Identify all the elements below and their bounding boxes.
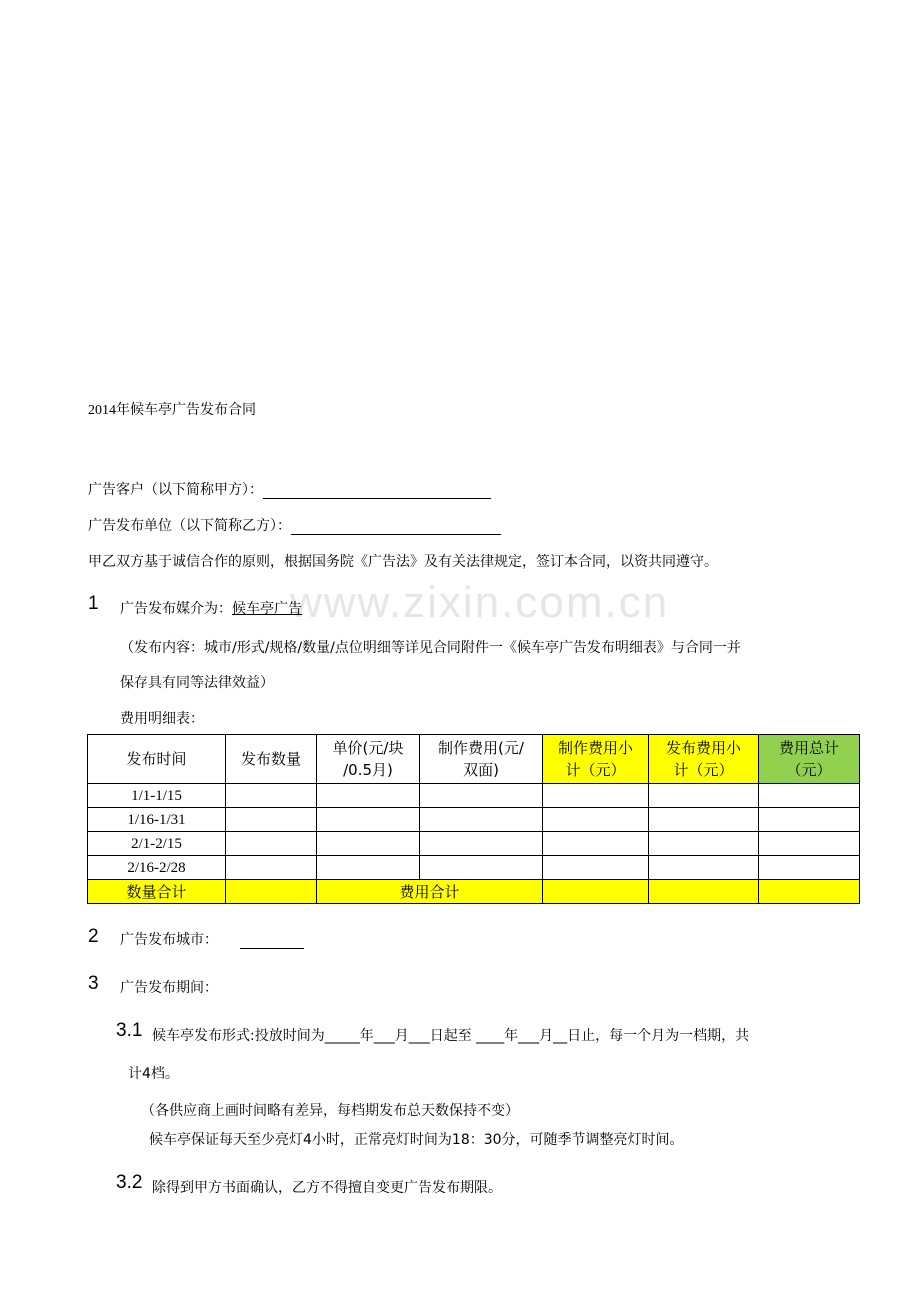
data-cell[interactable] [317, 832, 420, 856]
data-cell[interactable] [317, 856, 420, 880]
section-3-1-line1: 候车亭发布形式:投放时间为_____年___月___日起至 ____年___月__日止，每一个月为一档期，共 [152, 1028, 750, 1044]
section-3-number: 3 [88, 973, 99, 994]
watermark: www.zixin.com.cn [290, 578, 670, 627]
data-cell[interactable] [226, 784, 317, 808]
data-cell[interactable] [420, 808, 543, 832]
party-a-blank[interactable] [263, 482, 491, 499]
total-cell[interactable] [543, 880, 649, 904]
total-qty-label: 数量合计 [88, 880, 226, 904]
section-1-line [120, 598, 302, 618]
table-header-row [88, 735, 860, 784]
data-cell[interactable] [420, 856, 543, 880]
total-cell[interactable] [759, 880, 860, 904]
data-cell[interactable] [759, 832, 860, 856]
header-cell-total: 费用总计 （元） [759, 735, 860, 784]
table-caption: 费用明细表： [120, 711, 204, 727]
table-row [88, 808, 860, 832]
section-3-label: 广告发布期间： [120, 980, 218, 996]
data-cell[interactable] [649, 784, 759, 808]
section-1-note-line2: 保存具有同等法律效益） [120, 675, 274, 691]
header-cell-highlighted: 发布费用小 计（元） [649, 735, 759, 784]
section-3-2-text: 除得到甲方书面确认，乙方不得擅自变更广告发布期限。 [152, 1180, 502, 1196]
section-3-2-number: 3.2 [116, 1172, 143, 1193]
data-cell[interactable] [759, 808, 860, 832]
data-cell[interactable] [226, 808, 317, 832]
data-cell[interactable] [317, 808, 420, 832]
party-b-label: 广告发布单位（以下简称乙方）： [88, 518, 291, 534]
total-fee-label: 费用合计 [317, 880, 543, 904]
section-3-1-number: 3.1 [116, 1020, 143, 1041]
section-2-label: 广告发布城市： [120, 932, 218, 948]
section-1-label: 广告发布媒介为： [120, 601, 232, 617]
city-blank[interactable] [240, 932, 304, 949]
period-cell: 1/16-1/31 [88, 808, 226, 832]
data-cell[interactable] [420, 784, 543, 808]
total-cell[interactable] [649, 880, 759, 904]
party-b-blank[interactable] [291, 518, 501, 535]
section-3-1-note2: 候车亭保证每天至少亮灯4小时，正常亮灯时间为18：30分，可随季节调整亮灯时间。 [149, 1132, 684, 1148]
table-row [88, 784, 860, 808]
table-row [88, 832, 860, 856]
data-cell[interactable] [649, 832, 759, 856]
media-value: 候车亭广告 [232, 601, 302, 617]
data-cell[interactable] [226, 832, 317, 856]
section-1-note-line1: （发布内容：城市/形式/规格/数量/点位明细等详见合同附件一《候车亭广告发布明细表》与合同一并 [120, 640, 741, 656]
data-cell[interactable] [317, 784, 420, 808]
total-qty-cell[interactable] [226, 880, 317, 904]
data-cell[interactable] [649, 808, 759, 832]
table-row [88, 856, 860, 880]
header-cell: 发布时间 [88, 735, 226, 784]
data-cell[interactable] [420, 832, 543, 856]
intro-text: 甲乙双方基于诚信合作的原则，根据国务院《广告法》及有关法律规定，签订本合同，以资共同遵守。 [88, 554, 718, 570]
period-cell: 2/16-2/28 [88, 856, 226, 880]
party-a-label: 广告客户（以下简称甲方）： [88, 482, 263, 498]
data-cell[interactable] [543, 808, 649, 832]
period-cell: 2/1-2/15 [88, 832, 226, 856]
section-1-number: 1 [88, 593, 99, 614]
section-3-1-note1: （各供应商上画时间略有差异，每档期发布总天数保持不变） [141, 1103, 519, 1119]
data-cell[interactable] [543, 832, 649, 856]
data-cell[interactable] [543, 856, 649, 880]
section-3-1-line2: 计4档。 [128, 1066, 179, 1082]
period-cell: 1/1-1/15 [88, 784, 226, 808]
header-cell: 单价(元/块 /0.5月) [317, 735, 420, 784]
header-cell: 制作费用(元/ 双面) [420, 735, 543, 784]
data-cell[interactable] [759, 784, 860, 808]
header-cell: 发布数量 [226, 735, 317, 784]
data-cell[interactable] [226, 856, 317, 880]
data-cell[interactable] [649, 856, 759, 880]
party-b-line [88, 515, 501, 535]
fee-table [87, 734, 860, 904]
party-a-line [88, 479, 491, 499]
data-cell[interactable] [759, 856, 860, 880]
table-total-row [88, 880, 860, 904]
header-cell-highlighted: 制作费用小 计（元） [543, 735, 649, 784]
section-2-number: 2 [88, 926, 99, 947]
section-2-line [120, 929, 304, 949]
data-cell[interactable] [543, 784, 649, 808]
document-title: 2014年候车亭广告发布合同 [88, 403, 256, 418]
